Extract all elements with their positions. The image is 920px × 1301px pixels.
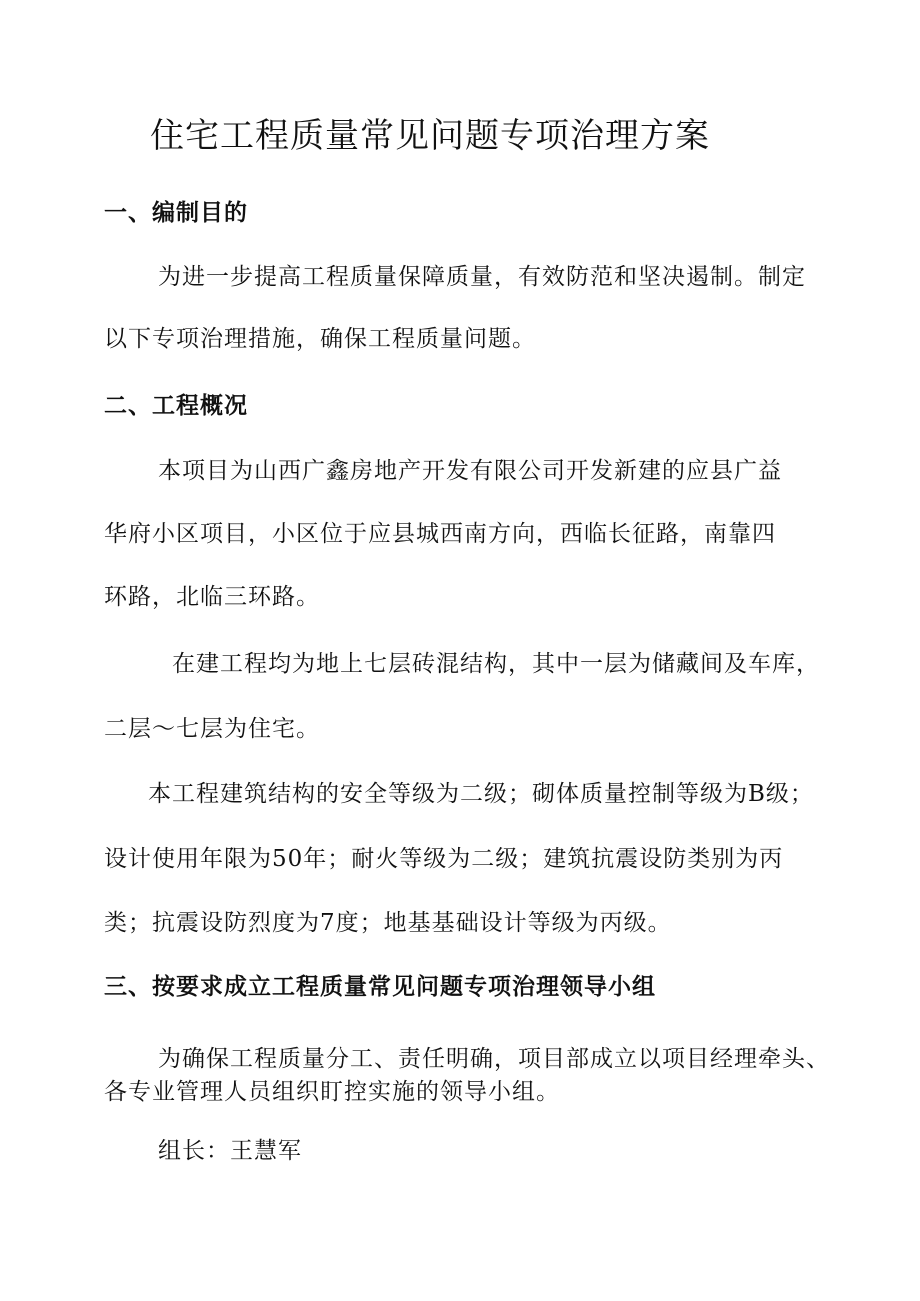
document-title: 住宅工程质量常见问题专项治理方案: [150, 116, 710, 156]
paragraph-line: 环路，北临三环路。: [104, 584, 320, 610]
paragraph-line: 本项目为山西广鑫房地产开发有限公司开发新建的应县广益: [158, 458, 782, 484]
paragraph-line: 以下专项治理措施，确保工程质量问题。: [104, 326, 536, 352]
paragraph-line: 为确保工程质量分工、责任明确，项目部成立以项目经理牵头、: [158, 1046, 830, 1072]
paragraph-line: 类；抗震设防烈度为7度；地基基础设计等级为丙级。: [104, 910, 672, 936]
section-heading-leadership: 三、按要求成立工程质量常见问题专项治理领导小组: [104, 974, 656, 1000]
paragraph-line: 华府小区项目，小区位于应县城西南方向，西临长征路，南靠四: [104, 521, 776, 547]
section-heading-purpose: 一、编制目的: [104, 200, 248, 226]
paragraph-line: 在建工程均为地上七层砖混结构，其中一层为储藏间及车库，: [172, 651, 820, 677]
team-leader-line: 组长：王慧军: [158, 1138, 302, 1164]
paragraph-line: 二层～七层为住宅。: [104, 716, 320, 742]
paragraph-line: 设计使用年限为50年；耐火等级为二级；建筑抗震设防类别为丙: [104, 846, 784, 872]
paragraph-line: 各专业管理人员组织盯控实施的领导小组。: [104, 1079, 560, 1105]
section-heading-overview: 二、工程概况: [104, 393, 248, 419]
paragraph-line: 本工程建筑结构的安全等级为二级；砌体质量控制等级为B级；: [148, 781, 814, 807]
paragraph-line: 为进一步提高工程质量保障质量，有效防范和坚决遏制。制定: [158, 264, 806, 290]
